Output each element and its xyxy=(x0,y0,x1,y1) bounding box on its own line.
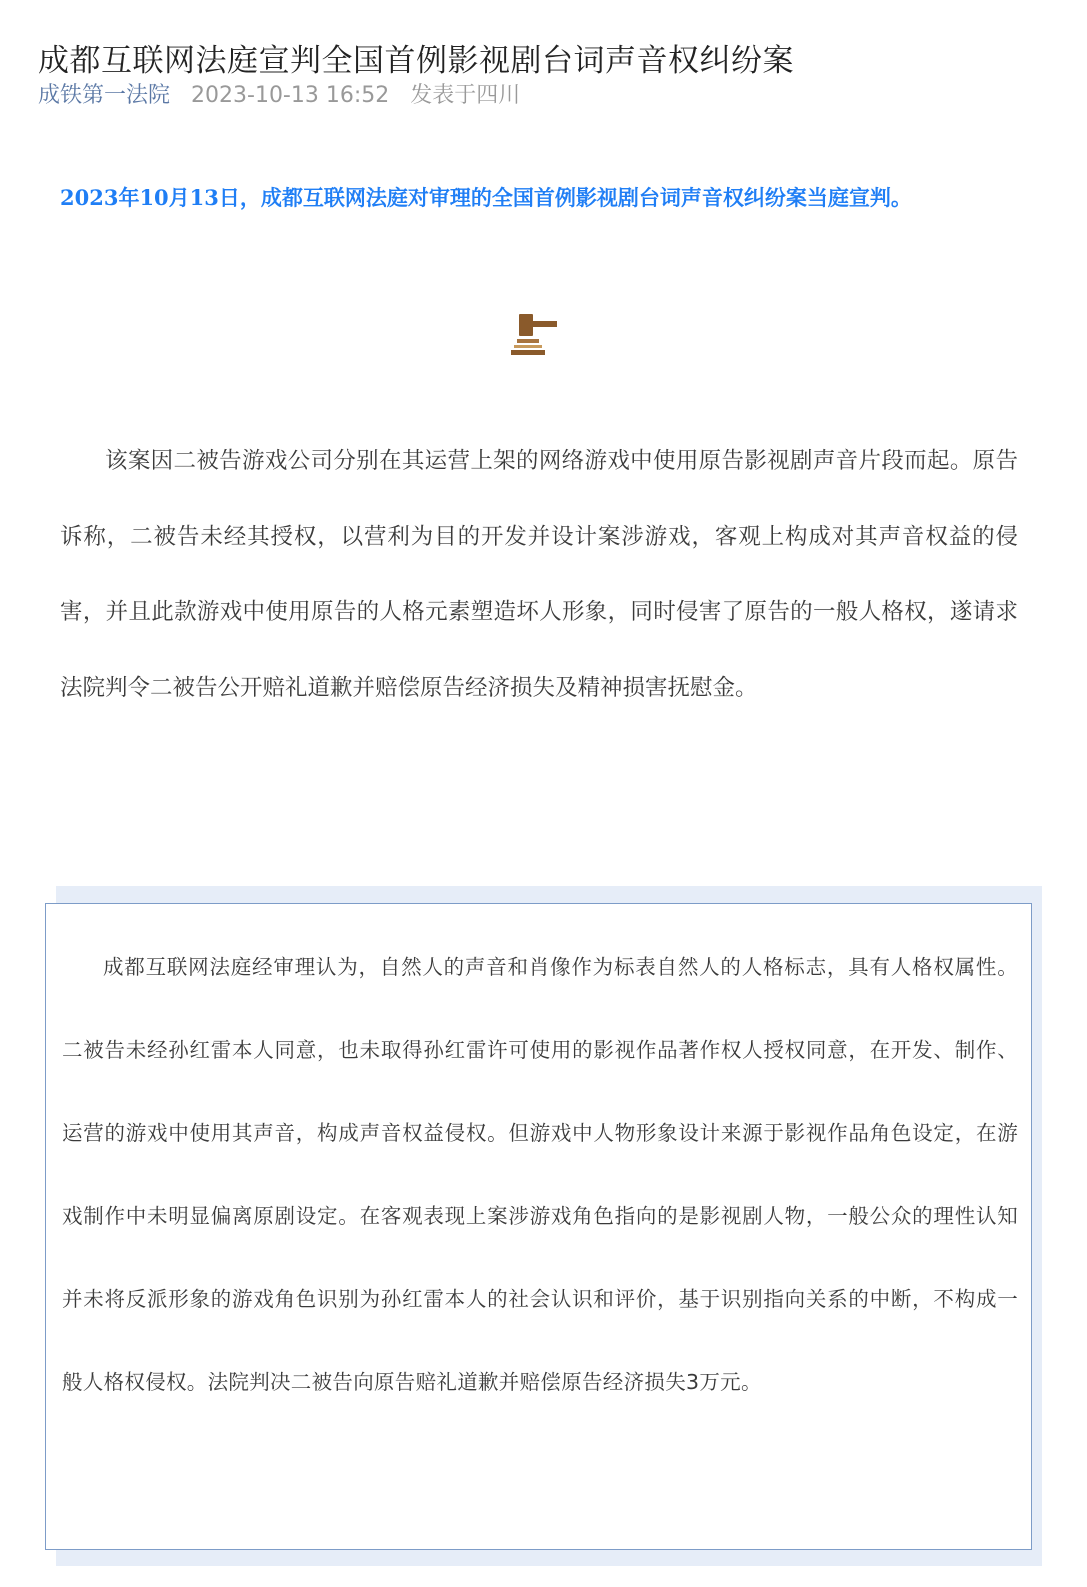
author-link[interactable]: 成铁第一法院 xyxy=(38,83,171,108)
article-title: 成都互联网法庭宣判全国首例影视剧台词声音权纠纷案 xyxy=(38,42,794,79)
gavel-icon xyxy=(511,312,559,356)
publish-location: 发表于四川 xyxy=(410,83,521,108)
article-meta xyxy=(38,80,534,112)
publish-datetime: 2023-10-13 16:52 xyxy=(191,83,390,108)
body-paragraph: 该案因二被告游戏公司分别在其运营上架的网络游戏中使用原告影视剧声音片段而起。原告诉称，二被告未经其授权，以营利为目的开发并设计案涉游戏，客观上构成对其声音权益的侵害，并且此款游戏中使用原告的人格元素塑造坏人形象，同时侵害了原告的一般人格权，遂请求法院判令二被告公开赔礼道歉并赔偿原告经济损失及精神损害抚慰金。 xyxy=(60,448,1018,701)
verdict-box xyxy=(45,903,1032,1550)
verdict-paragraph: 成都互联网法庭经审理认为，自然人的声音和肖像作为标表自然人的人格标志，具有人格权属性。二被告未经孙红雷本人同意，也未取得孙红雷许可使用的影视作品著作权人授权同意，在开发、制作、运营的游戏中使用其声音，构成声音权益侵权。但游戏中人物形象设计来源于影视作品角色设定，在游戏制作中未明显偏离原剧设定。在客观表现上案涉游戏角色指向的是影视剧人物，一般公众的理性认知并未将反派形象的游戏角色识别为孙红雷本人的社会认识和评价，基于识别指向关系的中断，不构成一般人格权侵权。法院判决二被告向原告赔礼道歉并赔偿原告经济损失3万元。 xyxy=(62,955,1018,1394)
lead-paragraph: 2023年10月13日，成都互联网法庭对审理的全国首例影视剧台词声音权纠纷案当庭宣判。 xyxy=(60,185,912,210)
